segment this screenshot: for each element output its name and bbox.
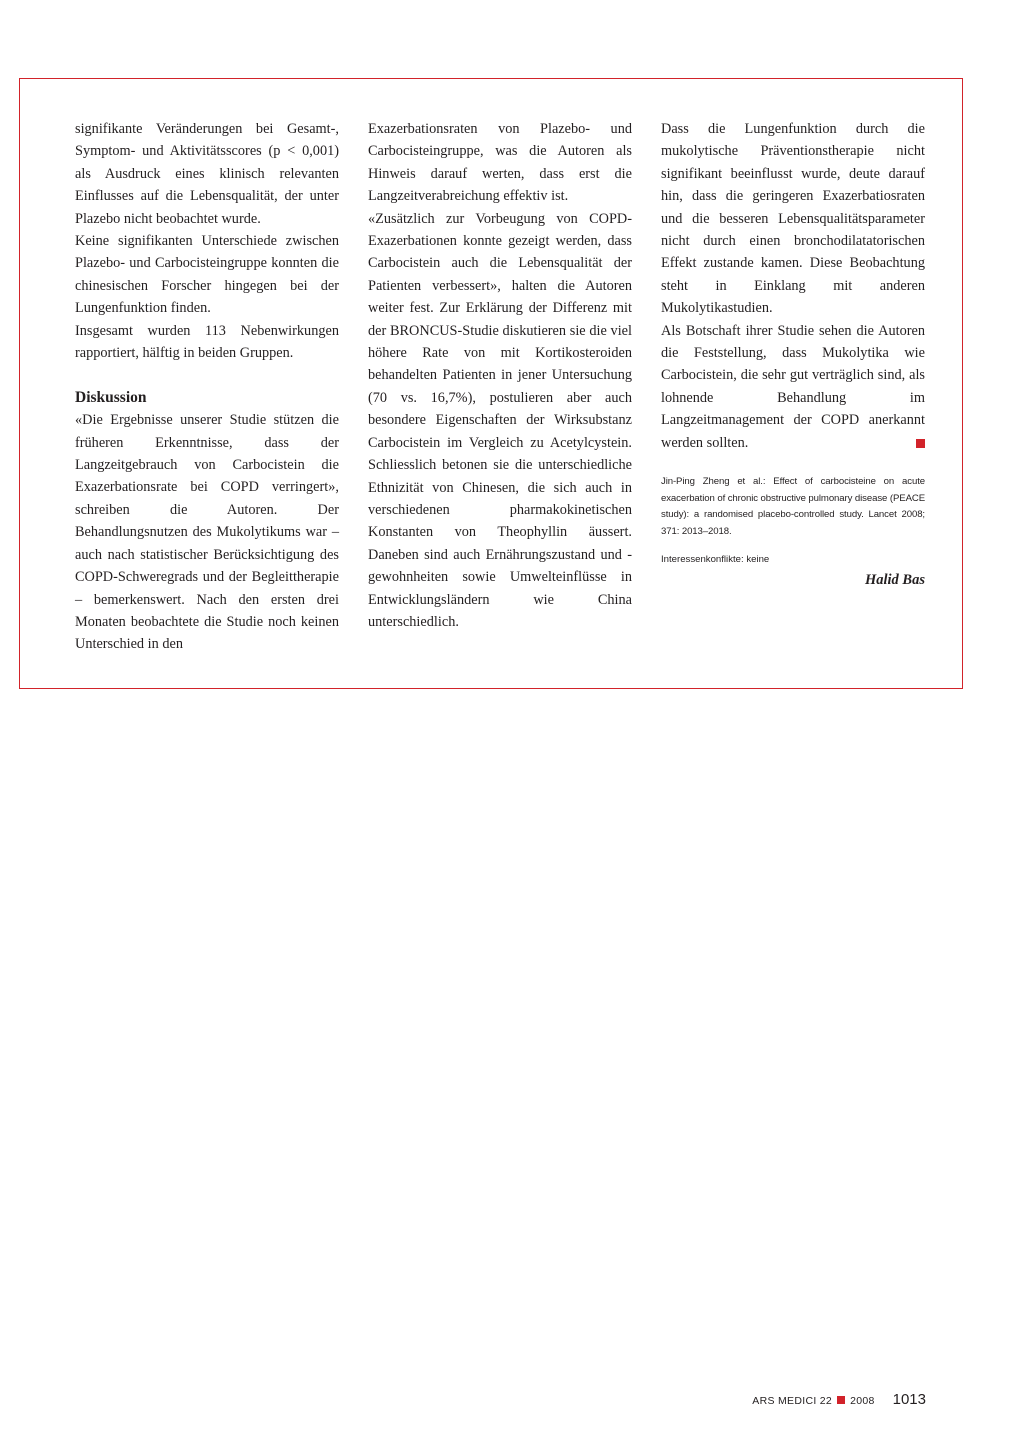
paragraph: Dass die Lungenfunktion durch die mukolytische Präventionstherapie nicht signifikant beeinflusst wurde, deute darauf hin, dass die geringeren Exazerbatiosraten und die besseren Lebensqualitätsparameter nicht durch einen bronchodilatatorischen Effekt zustande kamen. Diese Beobachtung steht in Einklang mit anderen Mukolytikastudien. — [661, 121, 925, 317]
paragraph: Insgesamt wurden 113 Nebenwirkungen rapportiert, hälftig in beiden Gruppen. — [75, 322, 339, 362]
paragraph: Keine signifikanten Unterschiede zwischen Plazebo- und Carbocisteingruppe konnten die chinesischen Forscher hingegen bei der Lungenfunktion finden. — [75, 233, 339, 317]
conflicts-of-interest: Interessenkonflikte: keine — [661, 554, 770, 566]
section-heading: Diskussion — [75, 388, 147, 406]
square-separator-icon — [837, 1396, 845, 1404]
journal-year: 2008 — [850, 1395, 875, 1407]
page-footer — [752, 1391, 926, 1408]
paragraph: «Zusätzlich zur Vorbeugung von COPD-Exazerbationen konnte gezeigt werden, dass Carbocistein auch die Lebensqualität der Patienten verbessert», halten die Autoren weiter fest. Zur Erklärung der Differenz mit der BRONCUS-Studie diskutieren sie die viel höhere Rate von mit Kortikosteroiden behandelten Patienten in jener Untersuchung (70 vs. 16,7%), postulieren aber auch besondere Eigenschaften der Wirksubstanz Carbocistein im Vergleich zu Acetylcystein. Schliesslich betonen sie die unterschiedliche Ethnizität von Chinesen, die sich auch in verschiedenen pharmakokinetischen Konstanten von Theophyllin äussert. Daneben sind auch Ernährungszustand und -gewohnheiten sowie Umwelteinflüsse in Entwicklungsländern wie China unterschiedlich. — [368, 210, 632, 630]
author-name: Halid Bas — [864, 572, 925, 589]
text-column-1 — [75, 118, 339, 656]
reference-citation: Jin-Ping Zheng et al.: Effect of carbocisteine on acute exacerbation of chronic obstructive pulmonary disease (PEACE study): a randomised placebo-controlled study. Lancet 2008; 371: 2013–2018. — [661, 476, 925, 537]
paragraph: signifikante Veränderungen bei Gesamt-, Symptom- und Aktivitätsscores (p < 0,001) als Ausdruck eines klinisch relevanten Einflusses auf die Lebensqualität, der unter Plazebo nicht beobachtet wurde. — [75, 121, 339, 227]
paragraph-text: Als Botschaft ihrer Studie sehen die Autoren die Feststellung, dass Mukolytika wie Carbocistein, die sehr gut verträglich sind, als lohnende Behandlung im Langzeitmanagement der COPD anerkannt werden sollten. — [661, 322, 925, 451]
journal-name: ARS MEDICI 22 — [752, 1395, 833, 1407]
paragraph: «Die Ergebnisse unserer Studie stützen die früheren Erkenntnisse, dass der Langzeitgebrauch von Carbocistein die Exazerbationsrate bei COPD verringert», schreiben die Autoren. Der Behandlungsnutzen des Mukolytikums war – auch nach statistischer Berücksichtigung des COPD-Schweregrads und der Begleittherapie – bemerkenswert. Nach den ersten drei Monaten beobachtete die Studie noch keinen Unterschied in den — [75, 412, 339, 653]
text-column-2 — [368, 118, 632, 633]
paragraph-with-end-mark — [661, 320, 925, 454]
page-number: 1013 — [892, 1391, 926, 1408]
spacer — [75, 364, 339, 386]
paragraph: Exazerbationsraten von Plazebo- und Carbocisteingruppe, was die Autoren als Hinweis darauf werten, dass erst die Langzeitverabreichung effektiv ist. — [368, 121, 632, 205]
end-square-icon — [916, 439, 925, 448]
text-column-3 — [661, 118, 925, 592]
